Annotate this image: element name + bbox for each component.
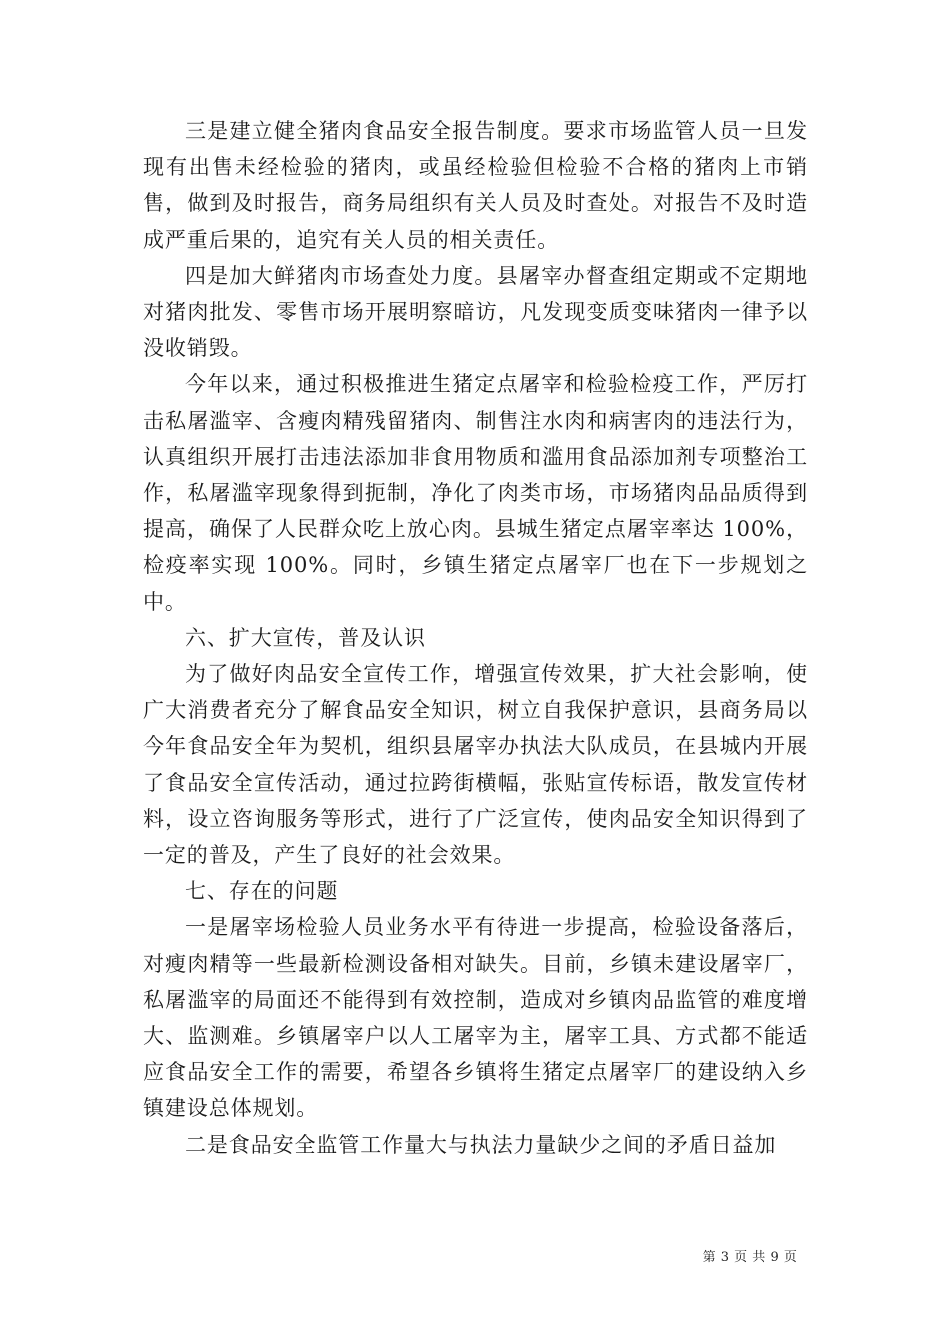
paragraph-report-system: 三是建立健全猪肉食品安全报告制度。要求市场监管人员一旦发现有出售未经检验的猪肉，或虽经检验但检验不合格的猪肉上市销售，做到及时报告，商务局组织有关人员及时查处。对报告不及时造成严重后果的，追究有关人员的相关责任。	[143, 119, 808, 252]
document-body	[143, 113, 808, 1163]
paragraph-annual-results: 今年以来，通过积极推进生猪定点屠宰和检验检疫工作，严厉打击私屠滥宰、含瘦肉精残留猪肉、制售注水肉和病害肉的违法行为，认真组织开展打击违法添加非食用物质和滥用食品添加剂专项整治工作，私屠滥宰现象得到扼制，净化了肉类市场，市场猪肉品品质得到提高，确保了人民群众吃上放心肉。县城生猪定点屠宰率达 100%，检疫率实现 100%。同时，乡镇生猪定点屠宰厂也在下一步规划之中。	[143, 372, 808, 614]
paragraph-publicity: 为了做好肉品安全宣传工作，增强宣传效果，扩大社会影响，使广大消费者充分了解食品安全知识，树立自我保护意识，县商务局以今年食品安全年为契机，组织县屠宰办执法大队成员，在县城内开展了食品安全宣传活动，通过拉跨街横幅，张贴宣传标语，散发宣传材料，设立咨询服务等形式，进行了广泛宣传，使肉品安全知识得到了一定的普及，产生了良好的社会效果。	[143, 662, 808, 868]
page-number-footer: 第 3 页 共 9 页	[702, 1250, 798, 1265]
section-heading-problems: 七、存在的问题	[185, 879, 339, 904]
paragraph-problem-one: 一是屠宰场检验人员业务水平有待进一步提高，检验设备落后，对瘦肉精等一些最新检测设备相对缺失。目前，乡镇未建设屠宰厂，私屠滥宰的局面还不能得到有效控制，造成对乡镇肉品监管的难度增大、监测难。乡镇屠宰户以人工屠宰为主，屠宰工具、方式都不能适应食品安全工作的需要，希望各乡镇将生猪定点屠宰厂的建设纳入乡镇建设总体规划。	[143, 915, 808, 1121]
paragraph-problem-two: 二是食品安全监管工作量大与执法力量缺少之间的矛盾日益加	[185, 1132, 777, 1157]
paragraph-market-inspection: 四是加大鲜猪肉市场查处力度。县屠宰办督查组定期或不定期地对猪肉批发、零售市场开展明察暗访，凡发现变质变味猪肉一律予以没收销毁。	[143, 263, 808, 361]
section-heading-publicity: 六、扩大宣传，普及认识	[185, 625, 426, 650]
